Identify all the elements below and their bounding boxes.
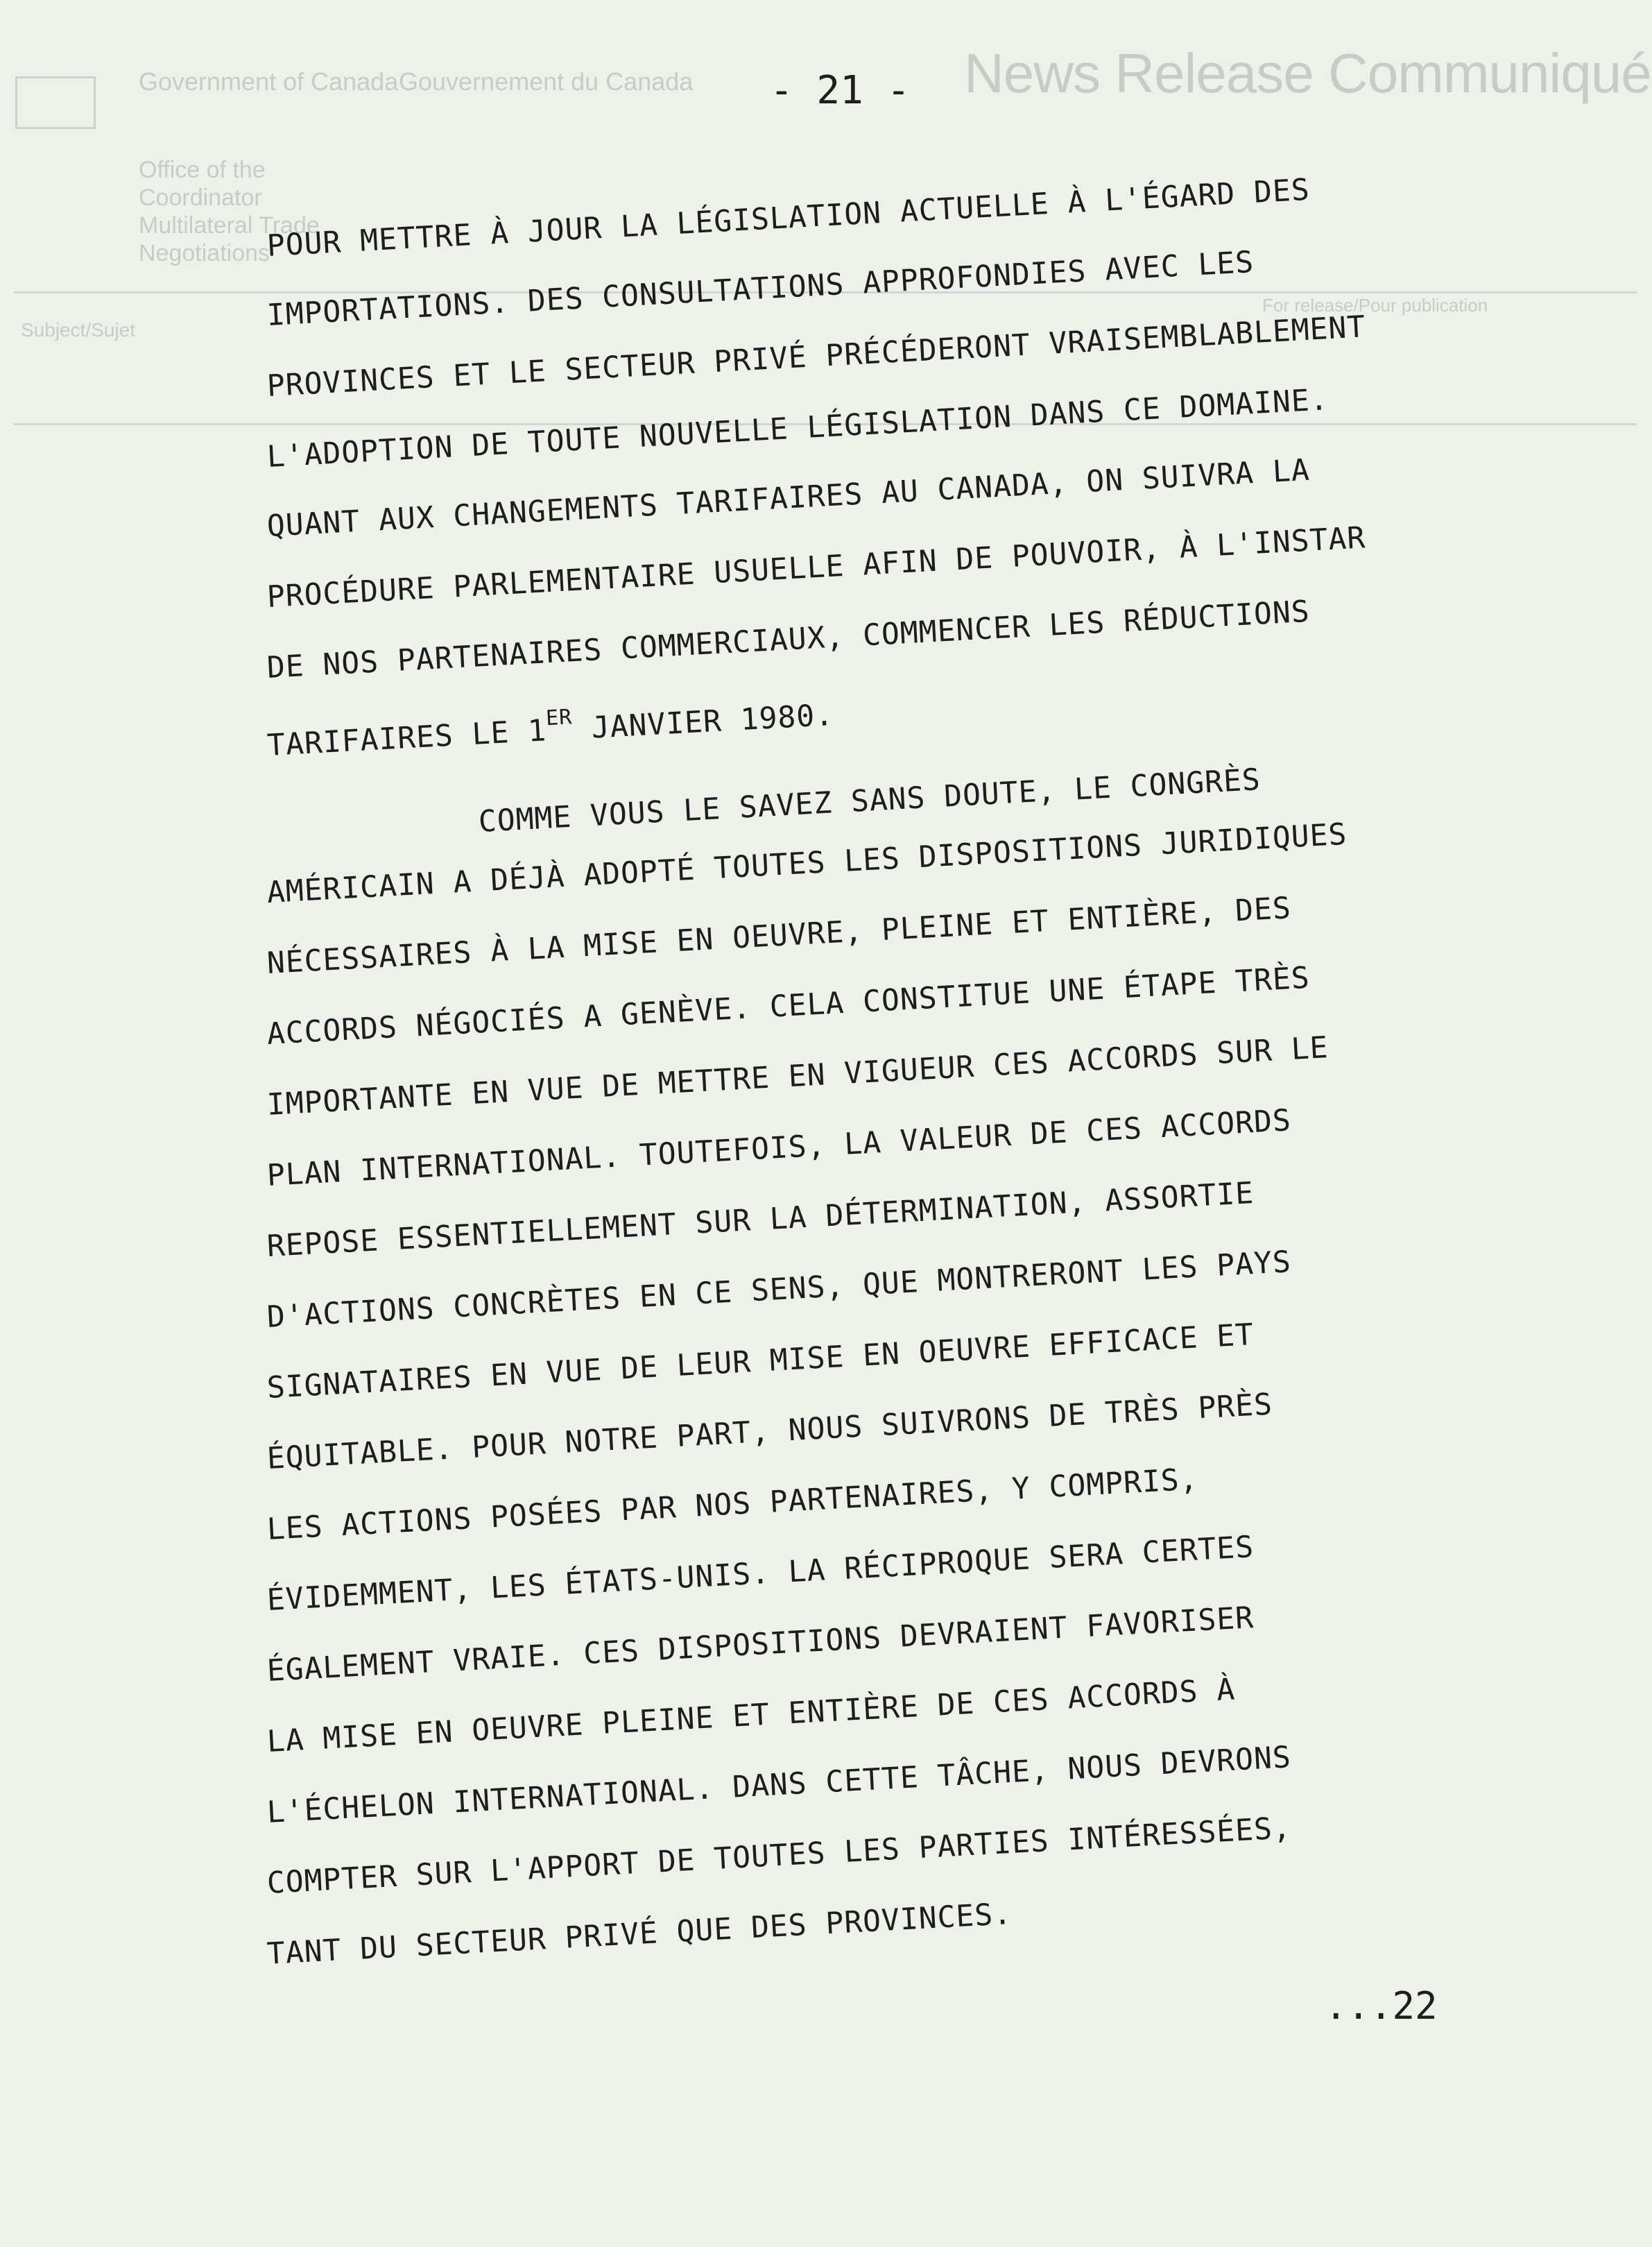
- body-line: QUANT AUX CHANGEMENTS TARIFAIRES AU CANADA, ON SUIVRA LA: [266, 452, 1311, 544]
- body-line: IMPORTANTE EN VUE DE METTRE EN VIGUEUR CES ACCORDS SUR LE: [266, 1030, 1330, 1122]
- body-line: ÉQUITABLE. POUR NOTRE PART, NOUS SUIVRONS DE TRÈS PRÈS: [266, 1387, 1274, 1476]
- body-line-date: [266, 691, 834, 763]
- ghost-government-fr: Gouvernement du Canada: [399, 67, 694, 96]
- body-line: SIGNATAIRES EN VUE DE LEUR MISE EN OEUVRE EFFICACE ET: [266, 1317, 1255, 1406]
- body-line: IMPORTATIONS. DES CONSULTATIONS APPROFONDIES AVEC LES: [266, 244, 1255, 333]
- body-line: L'ADOPTION DE TOUTE NOUVELLE LÉGISLATION DANS CE DOMAINE.: [266, 382, 1330, 475]
- body-line: ÉVIDEMMENT, LES ÉTATS-UNIS. LA RÉCIPROQUE SERA CERTES: [266, 1529, 1255, 1618]
- body-line: AMÉRICAIN A DÉJÀ ADOPTÉ TOUTES LES DISPOSITIONS JURIDIQUES: [266, 817, 1348, 910]
- page-number: - 21 -: [770, 68, 911, 113]
- ghost-government-en: Government of Canada: [139, 67, 399, 96]
- body-line: COMPTER SUR L'APPORT DE TOUTES LES PARTIES INTÉRESSÉES,: [266, 1811, 1293, 1901]
- ghost-communique: Communiqué: [1328, 42, 1651, 104]
- date-text-after: JANVIER 1980.: [571, 697, 835, 747]
- body-line: REPOSE ESSENTIELLEMENT SUR LA DÉTERMINATION, ASSORTIE: [266, 1175, 1255, 1264]
- ghost-release-label: For release/Pour publication: [1262, 295, 1488, 316]
- body-line: PROVINCES ET LE SECTEUR PRIVÉ PRÉCÉDERONT VRAISEMBLABLEMENT: [266, 309, 1367, 404]
- body-line: TANT DU SECTEUR PRIVÉ QUE DES PROVINCES.: [266, 1896, 1013, 1972]
- ghost-news-release: News Release: [964, 42, 1314, 104]
- body-line: POUR METTRE À JOUR LA LÉGISLATION ACTUELLE À L'ÉGARD DES: [266, 172, 1311, 264]
- body-line: LES ACTIONS POSÉES PAR NOS PARTENAIRES, Y COMPRIS,: [266, 1462, 1199, 1547]
- body-line: LA MISE EN OEUVRE PLEINE ET ENTIÈRE DE CES ACCORDS À: [266, 1672, 1237, 1759]
- ghost-subject-label: Subject/Sujet: [21, 319, 135, 341]
- body-line: PLAN INTERNATIONAL. TOUTEFOIS, LA VALEUR DE CES ACCORDS: [266, 1103, 1293, 1193]
- ghost-office: Office of the Coordinator Multilateral Trade Negotiations: [139, 157, 320, 266]
- body-line: COMME VOUS LE SAVEZ SANS DOUTE, LE CONGRÈS: [477, 762, 1262, 839]
- body-line: D'ACTIONS CONCRÈTES EN CE SENS, QUE MONTRERONT LES PAYS: [266, 1245, 1293, 1335]
- continuation-marker: ...22: [1325, 1984, 1438, 2028]
- body-line: DE NOS PARTENAIRES COMMERCIAUX, COMMENCER LES RÉDUCTIONS: [266, 594, 1311, 685]
- body-line: ACCORDS NÉGOCIÉS A GENÈVE. CELA CONSTITUE UNE ÉTAPE TRÈS: [266, 960, 1311, 1052]
- body-line: PROCÉDURE PARLEMENTAIRE USUELLE AFIN DE POUVOIR, À L'INSTAR: [266, 520, 1367, 615]
- body-line: ÉGALEMENT VRAIE. CES DISPOSITIONS DEVRAIENT FAVORISER: [266, 1600, 1255, 1689]
- body-line: L'ÉCHELON INTERNATIONAL. DANS CETTE TÂCHE, NOUS DEVRONS: [266, 1740, 1293, 1830]
- body-line: NÉCESSAIRES À LA MISE EN OEUVRE, PLEINE ET ENTIÈRE, DES: [266, 891, 1293, 981]
- date-superscript: ER: [545, 705, 574, 731]
- date-text-before: TARIFAIRES LE 1: [266, 713, 548, 763]
